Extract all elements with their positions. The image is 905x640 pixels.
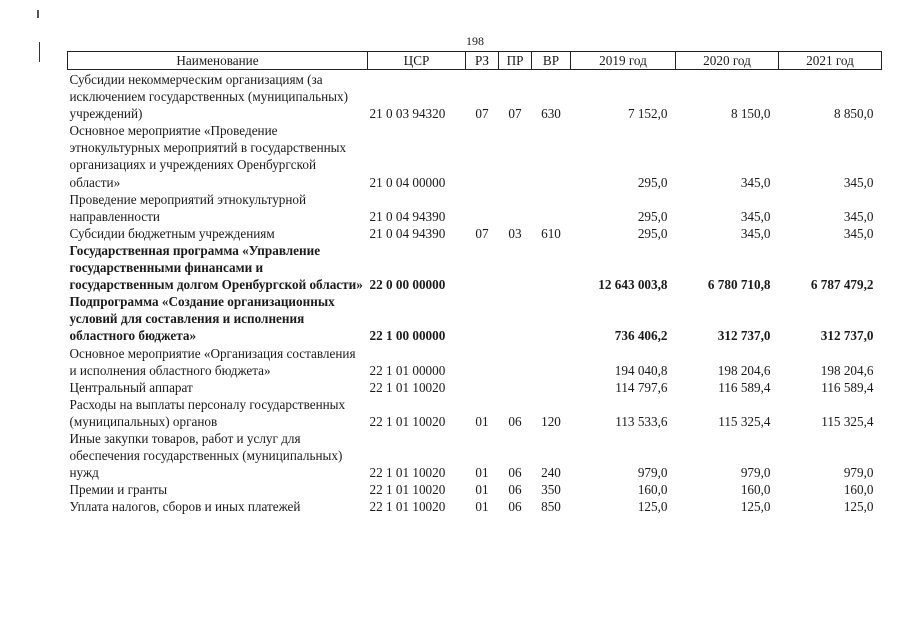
cell-2021: 125,0	[843, 499, 874, 515]
cell-2021: 6 787 479,2	[810, 277, 874, 293]
cell-pr: 06	[508, 413, 522, 429]
cell-vr: 850	[541, 499, 561, 515]
cell-2019: 12 643 003,8	[598, 277, 668, 293]
cell-vr: 610	[541, 225, 561, 241]
cell-2019: 194 040,8	[614, 362, 668, 378]
table-row	[68, 70, 882, 123]
cell-rz: 01	[475, 482, 489, 498]
page-number: 198	[466, 34, 484, 48]
budget-table	[67, 51, 882, 515]
cell-vr: 120	[541, 413, 561, 429]
cell-pr	[499, 345, 532, 379]
cell-2020: 345,0	[740, 225, 771, 241]
cell-vr	[532, 293, 571, 344]
header-2020: 2020 год	[676, 52, 779, 70]
cell-rz	[466, 122, 499, 190]
cell-pr: 07	[508, 106, 522, 122]
cell-rz: 01	[475, 465, 489, 481]
header-pr: ПР	[499, 52, 532, 70]
cell-2021: 116 589,4	[821, 379, 874, 395]
cell-vr	[532, 122, 571, 190]
header-vr: ВР	[532, 52, 571, 70]
cell-csr: 22 1 01 10020	[369, 465, 446, 481]
cell-rz: 07	[475, 106, 489, 122]
cell-pr: 03	[508, 225, 522, 241]
cell-name: Основное мероприятие «Проведение этнокультурных мероприятий в государственных организациях и учреждениях Оренбургской области»	[69, 123, 347, 190]
cell-csr: 22 1 01 10020	[369, 379, 446, 395]
cell-pr	[499, 191, 532, 225]
cell-name: Государственная программа «Управление государственными финансами и государственным долгом Оренбургской области»	[69, 242, 363, 293]
table-row	[68, 481, 882, 498]
cell-rz: 01	[475, 499, 489, 515]
cell-2021: 115 325,4	[821, 413, 874, 429]
cell-2021: 345,0	[843, 174, 874, 190]
cell-csr: 21 0 03 94320	[369, 106, 446, 122]
table-row	[68, 379, 882, 396]
table-row	[68, 122, 882, 190]
cell-2019: 7 152,0	[627, 106, 668, 122]
scan-mark	[37, 10, 39, 18]
cell-name: Субсидии некоммерческим организациям (за исключением государственных (муниципальных) учреждений)	[69, 72, 349, 122]
cell-2019: 125,0	[637, 499, 668, 515]
cell-2019: 114 797,6	[615, 379, 668, 395]
table-header-row	[68, 52, 882, 70]
table-row	[68, 242, 882, 293]
cell-csr: 22 1 01 00000	[369, 362, 446, 378]
table-row	[68, 345, 882, 379]
table-body	[68, 70, 882, 516]
cell-pr	[499, 379, 532, 396]
cell-pr: 06	[508, 499, 522, 515]
cell-csr: 22 0 00 00000	[369, 277, 446, 293]
cell-2019: 295,0	[637, 174, 668, 190]
cell-2020: 345,0	[740, 208, 771, 224]
cell-2020: 979,0	[740, 465, 771, 481]
cell-2020: 8 150,0	[730, 106, 771, 122]
cell-vr	[532, 379, 571, 396]
cell-pr	[499, 242, 532, 293]
cell-2021: 312 737,0	[820, 328, 874, 344]
cell-pr	[499, 122, 532, 190]
cell-csr: 22 1 01 10020	[369, 413, 446, 429]
cell-csr: 22 1 00 00000	[369, 328, 446, 344]
cell-2019: 736 406,2	[614, 328, 668, 344]
header-csr: ЦСР	[368, 52, 466, 70]
cell-vr: 240	[541, 465, 561, 481]
cell-rz	[466, 242, 499, 293]
table-row	[68, 498, 882, 515]
cell-2021: 345,0	[843, 208, 874, 224]
cell-2019: 295,0	[637, 225, 668, 241]
cell-2021: 198 204,6	[820, 362, 874, 378]
cell-name: Расходы на выплаты персоналу государственных (муниципальных) органов	[69, 396, 346, 429]
cell-vr	[532, 191, 571, 225]
header-rz: РЗ	[466, 52, 499, 70]
cell-pr	[499, 293, 532, 344]
cell-name: Проведение мероприятий этнокультурной направленности	[69, 191, 307, 224]
header-name: Наименование	[68, 52, 368, 70]
table-row	[68, 225, 882, 242]
cell-2020: 345,0	[740, 174, 771, 190]
cell-2020: 160,0	[740, 482, 771, 498]
cell-2021: 8 850,0	[833, 106, 874, 122]
cell-2020: 198 204,6	[717, 362, 771, 378]
cell-rz	[466, 345, 499, 379]
cell-rz: 01	[475, 413, 489, 429]
cell-2021: 160,0	[843, 482, 874, 498]
table-row	[68, 191, 882, 225]
cell-name: Подпрограмма «Создание организационных условий для составления и исполнения областного бюджета»	[69, 294, 335, 344]
cell-name: Основное мероприятие «Организация составления и исполнения областного бюджета»	[69, 345, 356, 378]
cell-vr: 350	[541, 482, 561, 498]
cell-csr: 21 0 04 00000	[369, 174, 446, 190]
cell-name: Премии и гранты	[69, 482, 168, 498]
cell-vr	[532, 242, 571, 293]
cell-pr: 06	[508, 465, 522, 481]
cell-csr: 22 1 01 10020	[369, 499, 446, 515]
cell-rz: 07	[475, 225, 489, 241]
cell-2019: 160,0	[637, 482, 668, 498]
cell-2019: 113 533,6	[615, 413, 668, 429]
header-2021: 2021 год	[779, 52, 882, 70]
cell-2020: 312 737,0	[717, 328, 771, 344]
cell-2020: 6 780 710,8	[707, 277, 771, 293]
cell-2020: 116 589,4	[718, 379, 771, 395]
header-2019: 2019 год	[571, 52, 676, 70]
table-row	[68, 396, 882, 430]
cell-rz	[466, 379, 499, 396]
cell-2021: 345,0	[843, 225, 874, 241]
cell-csr: 21 0 04 94390	[369, 208, 446, 224]
cell-pr: 06	[508, 482, 522, 498]
cell-csr: 21 0 04 94390	[369, 225, 446, 241]
cell-csr: 22 1 01 10020	[369, 482, 446, 498]
cell-2019: 295,0	[637, 208, 668, 224]
table-row	[68, 293, 882, 344]
cell-2020: 115 325,4	[718, 413, 771, 429]
cell-rz	[466, 191, 499, 225]
table-row	[68, 430, 882, 481]
cell-vr	[532, 345, 571, 379]
cell-vr: 630	[541, 106, 561, 122]
cell-name: Иные закупки товаров, работ и услуг для обеспечения государственных (муниципальных) нужд	[69, 430, 343, 481]
cell-rz	[466, 293, 499, 344]
cell-2021: 979,0	[843, 465, 874, 481]
cell-name: Центральный аппарат	[69, 379, 193, 395]
cell-name: Уплата налогов, сборов и иных платежей	[69, 499, 301, 515]
cell-2019: 979,0	[637, 465, 668, 481]
cell-2020: 125,0	[740, 499, 771, 515]
cell-name: Субсидии бюджетным учреждениям	[69, 225, 275, 241]
